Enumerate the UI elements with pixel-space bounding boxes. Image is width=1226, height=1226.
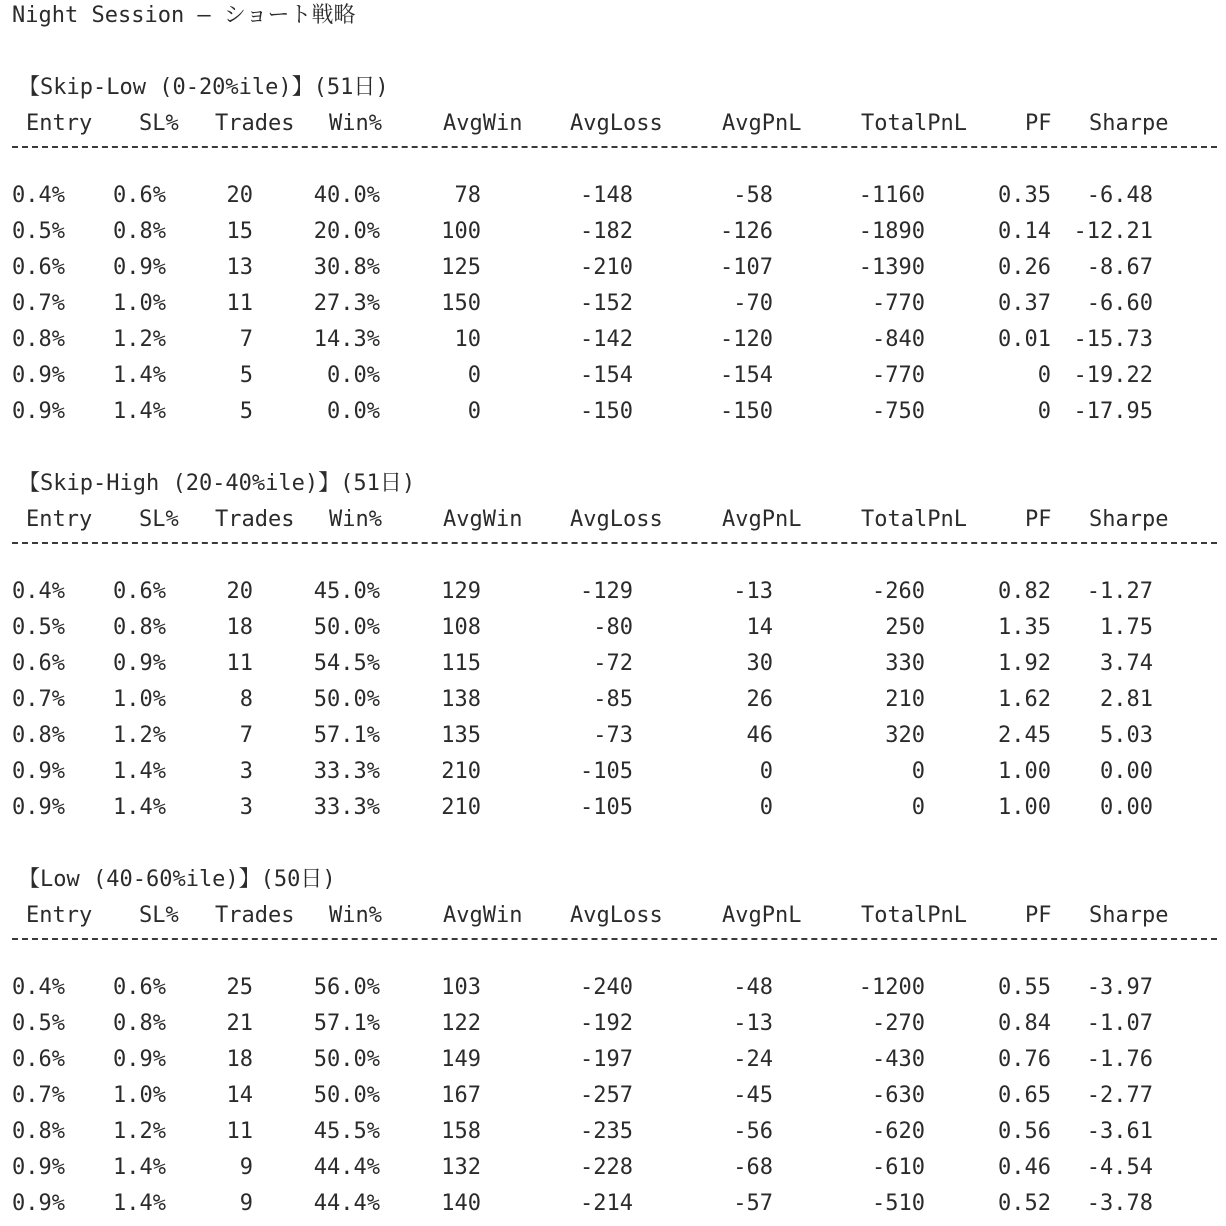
cell-totalpnl: -270 <box>872 1011 925 1036</box>
cell-trades: 13 <box>226 255 253 280</box>
cell-sl: 0.8% <box>113 219 166 244</box>
column-header-avgloss: AvgLoss <box>570 507 663 532</box>
cell-sharpe: 3.74 <box>1100 651 1153 676</box>
cell-trades: 11 <box>226 1119 253 1144</box>
cell-sharpe: 5.03 <box>1100 723 1153 748</box>
cell-avgwin: 103 <box>441 975 481 1000</box>
cell-entry: 0.4% <box>12 579 65 604</box>
cell-totalpnl: -510 <box>872 1191 925 1216</box>
cell-avgpnl: -150 <box>720 399 773 424</box>
table-row <box>0 214 1226 250</box>
cell-entry: 0.7% <box>12 1083 65 1108</box>
cell-avgloss: -235 <box>580 1119 633 1144</box>
cell-sharpe: -3.97 <box>1086 975 1153 1000</box>
table-row <box>0 1006 1226 1042</box>
cell-trades: 14 <box>226 1083 253 1108</box>
column-header-trades: Trades <box>215 111 295 136</box>
cell-totalpnl: -620 <box>872 1119 925 1144</box>
dashed-divider <box>12 938 1217 940</box>
cell-avgwin: 125 <box>441 255 481 280</box>
cell-entry: 0.9% <box>12 399 65 424</box>
cell-win: 50.0% <box>313 687 380 712</box>
cell-win: 57.1% <box>313 1011 380 1036</box>
cell-avgloss: -129 <box>580 579 633 604</box>
cell-pf: 1.62 <box>998 687 1051 712</box>
column-header-win: Win% <box>329 507 382 532</box>
cell-avgpnl: 46 <box>746 723 773 748</box>
cell-win: 54.5% <box>313 651 380 676</box>
column-header-avgwin: AvgWin <box>443 111 523 136</box>
cell-win: 50.0% <box>313 1047 380 1072</box>
cell-sharpe: -8.67 <box>1086 255 1153 280</box>
cell-avgloss: -72 <box>593 651 633 676</box>
cell-entry: 0.6% <box>12 1047 65 1072</box>
cell-avgpnl: -56 <box>733 1119 773 1144</box>
cell-avgloss: -214 <box>580 1191 633 1216</box>
cell-avgwin: 150 <box>441 291 481 316</box>
results-section <box>0 466 1226 826</box>
cell-sl: 0.6% <box>113 183 166 208</box>
cell-sl: 1.0% <box>113 687 166 712</box>
cell-win: 27.3% <box>313 291 380 316</box>
cell-avgpnl: 30 <box>746 651 773 676</box>
cell-avgpnl: -45 <box>733 1083 773 1108</box>
cell-totalpnl: -260 <box>872 579 925 604</box>
cell-avgloss: -240 <box>580 975 633 1000</box>
cell-avgwin: 140 <box>441 1191 481 1216</box>
cell-totalpnl: -430 <box>872 1047 925 1072</box>
cell-entry: 0.6% <box>12 651 65 676</box>
cell-pf: 1.35 <box>998 615 1051 640</box>
cell-sl: 1.4% <box>113 795 166 820</box>
cell-trades: 7 <box>239 327 253 352</box>
cell-trades: 11 <box>226 651 253 676</box>
cell-pf: 0.76 <box>998 1047 1051 1072</box>
column-header-sharpe: Sharpe <box>1089 507 1169 532</box>
cell-sl: 0.6% <box>113 975 166 1000</box>
cell-entry: 0.6% <box>12 255 65 280</box>
cell-win: 50.0% <box>313 1083 380 1108</box>
column-header-win: Win% <box>329 903 382 928</box>
table-row <box>0 790 1226 826</box>
cell-avgloss: -192 <box>580 1011 633 1036</box>
cell-win: 0.0% <box>327 399 380 424</box>
cell-totalpnl: 320 <box>885 723 925 748</box>
column-header-pf: PF <box>1025 111 1052 136</box>
column-header-totalpnl: TotalPnL <box>861 111 967 136</box>
cell-entry: 0.9% <box>12 363 65 388</box>
cell-trades: 25 <box>226 975 253 1000</box>
cell-sharpe: -15.73 <box>1073 327 1153 352</box>
cell-avgwin: 210 <box>441 759 481 784</box>
cell-sharpe: -1.27 <box>1086 579 1153 604</box>
cell-win: 14.3% <box>313 327 380 352</box>
cell-avgpnl: -58 <box>733 183 773 208</box>
cell-avgwin: 0 <box>467 399 481 424</box>
cell-avgloss: -182 <box>580 219 633 244</box>
column-header-win: Win% <box>329 111 382 136</box>
cell-pf: 0.65 <box>998 1083 1051 1108</box>
cell-sharpe: -12.21 <box>1073 219 1153 244</box>
table-row <box>0 970 1226 1006</box>
cell-pf: 0.52 <box>998 1191 1051 1216</box>
cell-totalpnl: 0 <box>911 795 925 820</box>
cell-trades: 3 <box>239 795 253 820</box>
cell-avgwin: 122 <box>441 1011 481 1036</box>
cell-avgwin: 132 <box>441 1155 481 1180</box>
cell-trades: 5 <box>239 399 253 424</box>
cell-totalpnl: 210 <box>885 687 925 712</box>
cell-avgloss: -105 <box>580 795 633 820</box>
table-row <box>0 1150 1226 1186</box>
cell-sl: 1.0% <box>113 1083 166 1108</box>
cell-avgwin: 0 <box>467 363 481 388</box>
cell-pf: 0 <box>1037 399 1051 424</box>
cell-trades: 9 <box>239 1191 253 1216</box>
cell-sharpe: -6.48 <box>1086 183 1153 208</box>
cell-pf: 0.84 <box>998 1011 1051 1036</box>
cell-totalpnl: -1890 <box>858 219 925 244</box>
cell-win: 57.1% <box>313 723 380 748</box>
cell-pf: 0.56 <box>998 1119 1051 1144</box>
cell-avgpnl: 0 <box>759 795 773 820</box>
cell-win: 45.0% <box>313 579 380 604</box>
cell-pf: 0.37 <box>998 291 1051 316</box>
cell-avgpnl: -48 <box>733 975 773 1000</box>
cell-avgloss: -257 <box>580 1083 633 1108</box>
cell-avgwin: 100 <box>441 219 481 244</box>
cell-avgloss: -154 <box>580 363 633 388</box>
column-header-avgpnl: AvgPnL <box>722 903 802 928</box>
cell-entry: 0.5% <box>12 615 65 640</box>
column-header-avgpnl: AvgPnL <box>722 111 802 136</box>
cell-pf: 0.26 <box>998 255 1051 280</box>
cell-trades: 11 <box>226 291 253 316</box>
cell-win: 30.8% <box>313 255 380 280</box>
cell-avgwin: 210 <box>441 795 481 820</box>
cell-trades: 9 <box>239 1155 253 1180</box>
table-row <box>0 250 1226 286</box>
section-title: 【Skip-High (20-40%ile)】(51日) <box>18 471 416 496</box>
table-row <box>0 574 1226 610</box>
column-header-entry: Entry <box>26 507 93 532</box>
cell-totalpnl: -1200 <box>858 975 925 1000</box>
cell-pf: 0.14 <box>998 219 1051 244</box>
column-header-totalpnl: TotalPnL <box>861 507 967 532</box>
cell-win: 50.0% <box>313 615 380 640</box>
table-header-row <box>0 502 1226 538</box>
cell-sharpe: -2.77 <box>1086 1083 1153 1108</box>
cell-avgpnl: -68 <box>733 1155 773 1180</box>
table-row <box>0 178 1226 214</box>
table-row <box>0 682 1226 718</box>
cell-win: 56.0% <box>313 975 380 1000</box>
cell-pf: 0.46 <box>998 1155 1051 1180</box>
column-header-entry: Entry <box>26 111 93 136</box>
cell-sharpe: 0.00 <box>1100 795 1153 820</box>
column-header-avgloss: AvgLoss <box>570 111 663 136</box>
cell-sharpe: -17.95 <box>1073 399 1153 424</box>
cell-avgwin: 167 <box>441 1083 481 1108</box>
cell-totalpnl: -1390 <box>858 255 925 280</box>
table-row <box>0 394 1226 430</box>
cell-entry: 0.9% <box>12 795 65 820</box>
cell-pf: 1.00 <box>998 795 1051 820</box>
cell-sl: 1.4% <box>113 1191 166 1216</box>
cell-trades: 20 <box>226 183 253 208</box>
cell-totalpnl: -770 <box>872 363 925 388</box>
cell-pf: 1.92 <box>998 651 1051 676</box>
cell-win: 40.0% <box>313 183 380 208</box>
cell-avgwin: 138 <box>441 687 481 712</box>
cell-avgpnl: -70 <box>733 291 773 316</box>
cell-pf: 0.55 <box>998 975 1051 1000</box>
cell-avgwin: 135 <box>441 723 481 748</box>
cell-entry: 0.8% <box>12 1119 65 1144</box>
section-title: 【Skip-Low (0-20%ile)】(51日) <box>18 75 389 100</box>
cell-sl: 1.0% <box>113 291 166 316</box>
cell-totalpnl: -750 <box>872 399 925 424</box>
cell-totalpnl: 330 <box>885 651 925 676</box>
table-row <box>0 286 1226 322</box>
cell-win: 0.0% <box>327 363 380 388</box>
cell-win: 33.3% <box>313 795 380 820</box>
cell-trades: 15 <box>226 219 253 244</box>
cell-totalpnl: -840 <box>872 327 925 352</box>
cell-sl: 1.4% <box>113 759 166 784</box>
cell-sharpe: 1.75 <box>1100 615 1153 640</box>
table-row <box>0 358 1226 394</box>
cell-avgpnl: -120 <box>720 327 773 352</box>
cell-sl: 1.4% <box>113 363 166 388</box>
column-header-sl: SL% <box>139 903 179 928</box>
cell-avgloss: -197 <box>580 1047 633 1072</box>
table-row <box>0 610 1226 646</box>
cell-win: 20.0% <box>313 219 380 244</box>
cell-sl: 0.8% <box>113 615 166 640</box>
cell-win: 33.3% <box>313 759 380 784</box>
cell-trades: 8 <box>239 687 253 712</box>
cell-avgloss: -142 <box>580 327 633 352</box>
cell-avgwin: 115 <box>441 651 481 676</box>
cell-sl: 1.4% <box>113 399 166 424</box>
cell-avgloss: -73 <box>593 723 633 748</box>
cell-sl: 1.2% <box>113 723 166 748</box>
column-header-avgwin: AvgWin <box>443 507 523 532</box>
cell-avgloss: -105 <box>580 759 633 784</box>
cell-avgwin: 149 <box>441 1047 481 1072</box>
cell-pf: 1.00 <box>998 759 1051 784</box>
cell-entry: 0.7% <box>12 687 65 712</box>
column-header-avgloss: AvgLoss <box>570 903 663 928</box>
cell-avgpnl: -24 <box>733 1047 773 1072</box>
section-title: 【Low (40-60%ile)】(50日) <box>18 867 336 892</box>
cell-avgpnl: -13 <box>733 1011 773 1036</box>
column-header-pf: PF <box>1025 903 1052 928</box>
cell-sl: 1.4% <box>113 1155 166 1180</box>
table-row <box>0 322 1226 358</box>
cell-pf: 2.45 <box>998 723 1051 748</box>
cell-entry: 0.7% <box>12 291 65 316</box>
column-header-sl: SL% <box>139 507 179 532</box>
cell-avgloss: -85 <box>593 687 633 712</box>
cell-avgloss: -228 <box>580 1155 633 1180</box>
cell-trades: 18 <box>226 1047 253 1072</box>
dashed-divider <box>12 146 1217 148</box>
cell-pf: 0.01 <box>998 327 1051 352</box>
table-row <box>0 754 1226 790</box>
cell-totalpnl: -770 <box>872 291 925 316</box>
cell-entry: 0.9% <box>12 1155 65 1180</box>
cell-sharpe: 2.81 <box>1100 687 1153 712</box>
table-row <box>0 1042 1226 1078</box>
cell-sharpe: -3.78 <box>1086 1191 1153 1216</box>
table-row <box>0 1114 1226 1150</box>
page-title: Night Session – ショート戦略 <box>12 3 356 28</box>
cell-entry: 0.8% <box>12 723 65 748</box>
results-section <box>0 862 1226 1222</box>
cell-avgpnl: -57 <box>733 1191 773 1216</box>
cell-sharpe: -3.61 <box>1086 1119 1153 1144</box>
cell-avgpnl: 0 <box>759 759 773 784</box>
cell-avgloss: -148 <box>580 183 633 208</box>
cell-totalpnl: -630 <box>872 1083 925 1108</box>
table-header-row <box>0 106 1226 142</box>
cell-avgloss: -80 <box>593 615 633 640</box>
column-header-totalpnl: TotalPnL <box>861 903 967 928</box>
cell-avgwin: 10 <box>454 327 481 352</box>
cell-avgpnl: -126 <box>720 219 773 244</box>
cell-win: 45.5% <box>313 1119 380 1144</box>
table-row <box>0 646 1226 682</box>
results-section <box>0 70 1226 430</box>
cell-avgpnl: -13 <box>733 579 773 604</box>
cell-avgwin: 78 <box>454 183 481 208</box>
column-header-avgpnl: AvgPnL <box>722 507 802 532</box>
cell-entry: 0.5% <box>12 1011 65 1036</box>
cell-avgpnl: -107 <box>720 255 773 280</box>
table-row <box>0 1078 1226 1114</box>
cell-pf: 0 <box>1037 363 1051 388</box>
cell-trades: 18 <box>226 615 253 640</box>
cell-trades: 20 <box>226 579 253 604</box>
table-row <box>0 1186 1226 1222</box>
cell-avgwin: 108 <box>441 615 481 640</box>
cell-entry: 0.9% <box>12 1191 65 1216</box>
table-header-row <box>0 898 1226 934</box>
cell-sl: 0.9% <box>113 255 166 280</box>
cell-pf: 0.35 <box>998 183 1051 208</box>
cell-win: 44.4% <box>313 1155 380 1180</box>
cell-sl: 1.2% <box>113 1119 166 1144</box>
cell-avgloss: -150 <box>580 399 633 424</box>
cell-sl: 0.8% <box>113 1011 166 1036</box>
cell-avgpnl: -154 <box>720 363 773 388</box>
column-header-trades: Trades <box>215 903 295 928</box>
cell-entry: 0.9% <box>12 759 65 784</box>
cell-avgloss: -152 <box>580 291 633 316</box>
cell-trades: 21 <box>226 1011 253 1036</box>
cell-avgpnl: 26 <box>746 687 773 712</box>
column-header-entry: Entry <box>26 903 93 928</box>
cell-totalpnl: 250 <box>885 615 925 640</box>
cell-trades: 7 <box>239 723 253 748</box>
cell-entry: 0.4% <box>12 975 65 1000</box>
column-header-sharpe: Sharpe <box>1089 111 1169 136</box>
cell-sl: 0.9% <box>113 1047 166 1072</box>
column-header-avgwin: AvgWin <box>443 903 523 928</box>
cell-sharpe: 0.00 <box>1100 759 1153 784</box>
cell-pf: 0.82 <box>998 579 1051 604</box>
cell-sharpe: -1.07 <box>1086 1011 1153 1036</box>
cell-totalpnl: -610 <box>872 1155 925 1180</box>
cell-sharpe: -19.22 <box>1073 363 1153 388</box>
cell-entry: 0.4% <box>12 183 65 208</box>
cell-trades: 5 <box>239 363 253 388</box>
cell-trades: 3 <box>239 759 253 784</box>
table-row <box>0 718 1226 754</box>
column-header-trades: Trades <box>215 507 295 532</box>
cell-sharpe: -4.54 <box>1086 1155 1153 1180</box>
cell-sharpe: -1.76 <box>1086 1047 1153 1072</box>
cell-avgloss: -210 <box>580 255 633 280</box>
cell-win: 44.4% <box>313 1191 380 1216</box>
cell-avgwin: 158 <box>441 1119 481 1144</box>
cell-totalpnl: 0 <box>911 759 925 784</box>
cell-avgwin: 129 <box>441 579 481 604</box>
column-header-pf: PF <box>1025 507 1052 532</box>
cell-entry: 0.8% <box>12 327 65 352</box>
cell-totalpnl: -1160 <box>858 183 925 208</box>
cell-sharpe: -6.60 <box>1086 291 1153 316</box>
cell-avgpnl: 14 <box>746 615 773 640</box>
dashed-divider <box>12 542 1217 544</box>
column-header-sharpe: Sharpe <box>1089 903 1169 928</box>
cell-sl: 0.9% <box>113 651 166 676</box>
cell-sl: 1.2% <box>113 327 166 352</box>
cell-entry: 0.5% <box>12 219 65 244</box>
cell-sl: 0.6% <box>113 579 166 604</box>
column-header-sl: SL% <box>139 111 179 136</box>
